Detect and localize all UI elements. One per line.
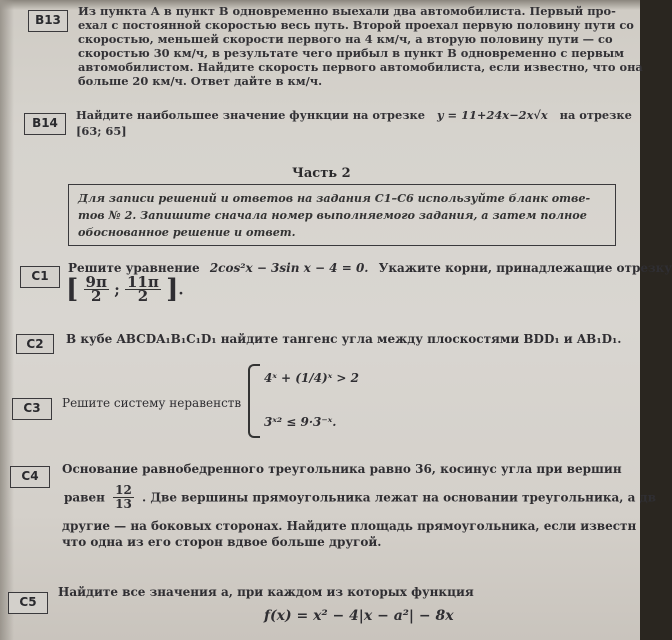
task-tag-c5: C5 [8, 592, 48, 614]
c3-inequality-1: 4ˣ + (1/4)ˣ > 2 [264, 371, 359, 385]
c4-line-2: равен $\frac{12}{13}$ . Две вершины прямоугольника лежат на основании треугольника, а дв [64, 483, 656, 511]
task-tag-b14: B14 [24, 113, 66, 135]
b14-formula: y = 11+24x−2x√x [436, 108, 548, 122]
b13-line-2: ехал с постоянной скоростью весь путь. Второй проехал первую половину пути со [78, 18, 634, 32]
c3-system-brace [248, 364, 260, 438]
b14-text: Найдите наибольшее значение функции на отрезке [76, 108, 425, 122]
c3-text: Решите систему неравенств [62, 396, 242, 410]
c1-equation: 2cos²x − 3sin x − 4 = 0. [209, 261, 369, 275]
c1-interval-right: $\frac{11\pi}{2}$ [126, 273, 159, 305]
c1-interval-left: $\frac{9\pi}{2}$ [85, 273, 107, 305]
b14-interval: [63; 65] [76, 124, 127, 138]
c1-text-2: Укажите корни, принадлежащие отрезку [378, 261, 672, 275]
b14-line-1 [76, 108, 632, 123]
task-tag-c2: C2 [16, 334, 54, 354]
b13-line-4: скоростью 30 км/ч, в результате чего прибыл в пункт В одновременно с первым [78, 46, 625, 60]
c5-formula: f(x) = x² − 4|x − a²| − 8x [264, 608, 454, 624]
b13-line-5: автомобилистом. Найдите скорость первого автомобилиста, если известно, что она [78, 60, 643, 74]
c4-line-3: другие — на боковых сторонах. Найдите площадь прямоугольника, если известн [62, 519, 637, 533]
b13-line-3: скоростью, меньшей скорости первого на 4 км/ч, а вторую половину пути — со [78, 32, 613, 46]
b13-line-1: Из пункта А в пункт В одновременно выехали два автомобилиста. Первый про- [78, 4, 616, 18]
c4-line-1: Основание равнобедренного треугольника равно 36, косинус угла при вершин [62, 462, 622, 476]
instruction-line-1: Для записи решений и ответов на задания С1–С6 используйте бланк отве- [78, 191, 591, 205]
task-tag-c4: C4 [10, 466, 50, 488]
task-tag-c1: C1 [20, 266, 60, 288]
task-tag-c3: C3 [12, 398, 52, 420]
part-title: Часть 2 [292, 166, 351, 181]
c4-cosine-fraction: $\frac{12}{13}$ [115, 483, 132, 511]
page-left-shadow [0, 0, 14, 640]
b14-text-end: на отрезке [559, 108, 632, 122]
c1-text: Решите уравнение [68, 261, 200, 275]
instruction-line-2: тов № 2. Запишите сначала номер выполняемого задания, а затем полное [78, 208, 587, 222]
c4-line-4: что одна из его сторон вдвое больше другой. [62, 535, 382, 549]
task-tag-b13: B13 [28, 10, 68, 32]
c2-text: В кубе ABCDA₁B₁C₁D₁ найдите тангенс угла между плоскостями BDD₁ и AB₁D₁. [66, 332, 622, 346]
c3-inequality-2: 3ˣ² ≤ 9·3⁻ˣ. [264, 415, 337, 429]
instruction-line-3: обоснованное решение и ответ. [78, 225, 296, 239]
c1-interval: [ $\frac{9\pi}{2}$ ; $\frac{11\pi}{2}$ ]. [66, 273, 184, 305]
c5-line-1: Найдите все значения a, при каждом из которых функция [58, 585, 474, 599]
b13-line-6: больше 20 км/ч. Ответ дайте в км/ч. [78, 74, 323, 88]
